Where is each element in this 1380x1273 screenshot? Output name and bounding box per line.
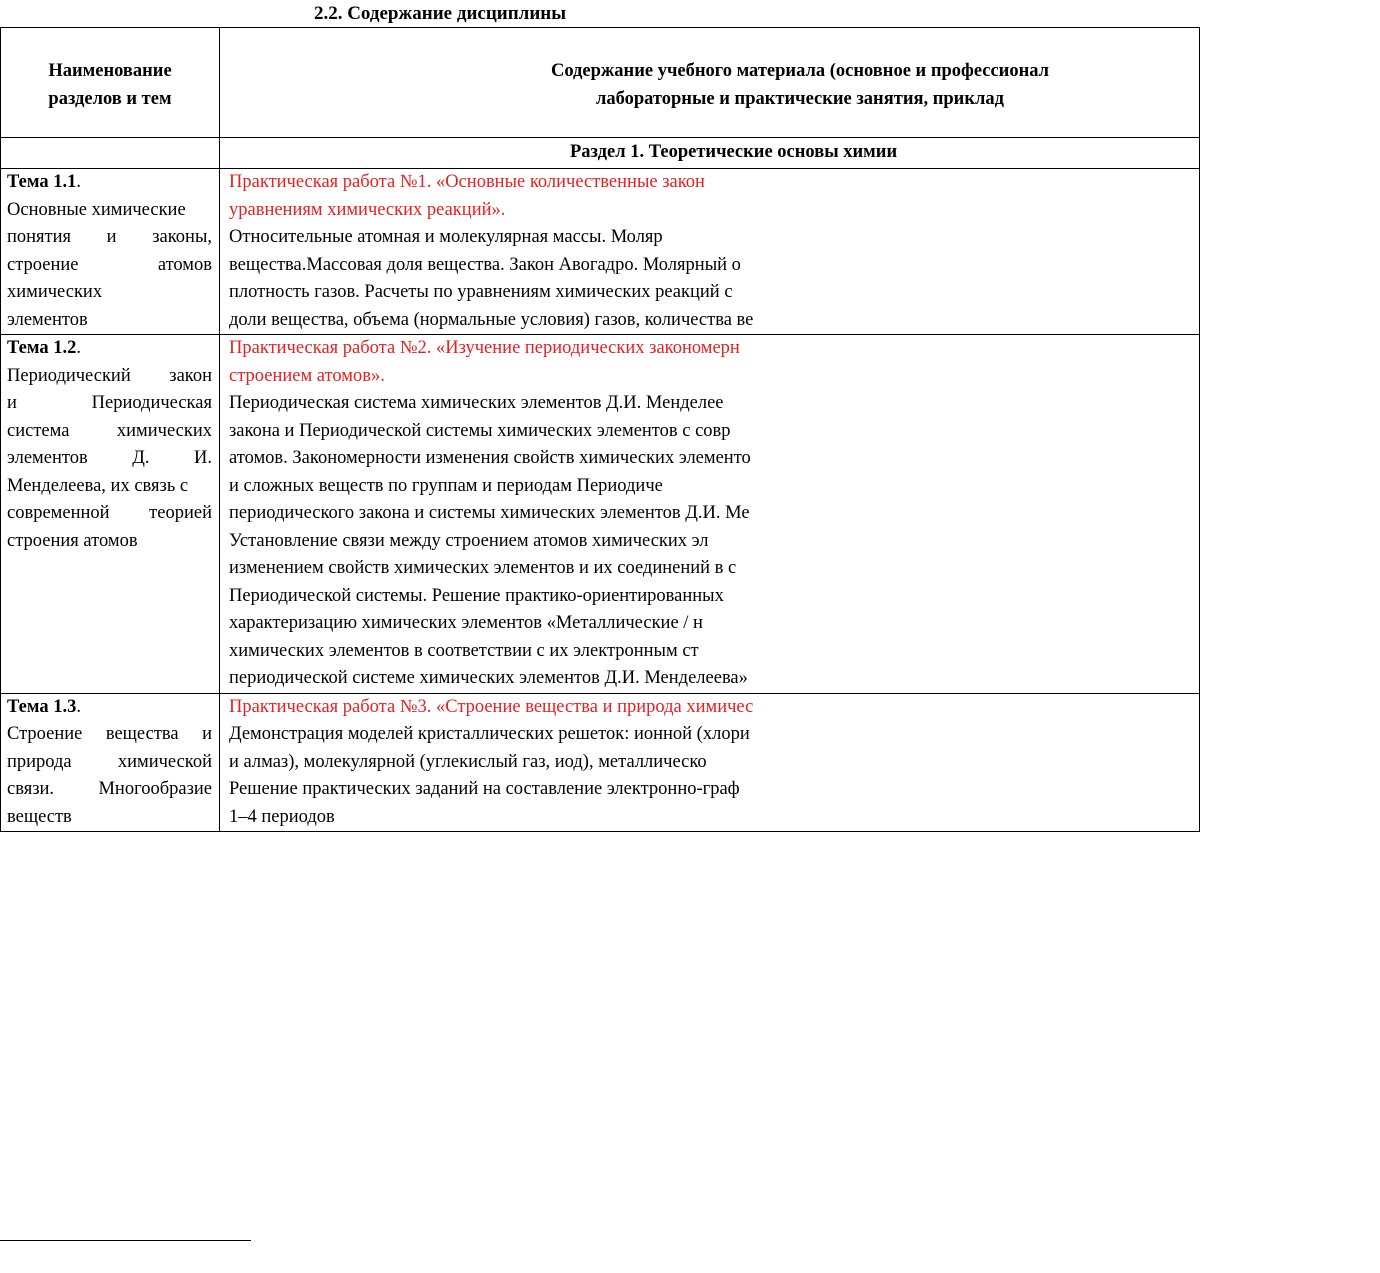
theme-line: Менделеева, их связь с: [7, 475, 189, 496]
practical-line: Практическая работа №2. «Изучение периодических закономерн: [229, 338, 740, 358]
theme-line: Периодический закон: [7, 365, 212, 386]
theme-line: Строение вещества и: [7, 724, 212, 744]
theme-line: веществ: [7, 806, 72, 827]
theme-line: элементов: [7, 309, 88, 330]
content-line: 1–4 периодов: [229, 806, 335, 827]
content-cell: [220, 335, 1200, 694]
content-cell: [220, 169, 1200, 335]
section-empty-cell: [1, 138, 220, 169]
theme-line: строение атомов: [7, 254, 212, 275]
theme-cell: Тема 1.3. Строение вещества и природа химической связи. Многообразие веществ: [1, 693, 220, 832]
content-line: плотность газов. Расчеты по уравнениям химических реакций с: [229, 282, 733, 302]
theme-label: Тема 1.1: [7, 172, 77, 192]
content-line: Установление связи между строением атомов химических эл: [229, 530, 709, 551]
theme-cell: Тема 1.1. Основные химические понятия и законы, строение атомов химических элементов: [1, 169, 220, 335]
theme-line: химических: [7, 282, 103, 302]
theme-cell: Тема 1.2. Периодический закон и Периодическая система химических элементов Д. И. Менделеева, их связь с современной теорией строения атомов: [1, 335, 220, 694]
header-themes-label: Наименование разделов и тем: [48, 61, 172, 109]
table-header-row: [1, 28, 1200, 138]
content-line: и алмаз), молекулярной (углекислый газ, иод), металлическо: [229, 751, 707, 772]
section-title: Раздел 1. Теоретические основы химии: [220, 138, 1200, 169]
content-line: периодической системе химических элементов Д.И. Менделеева»: [229, 668, 748, 688]
theme-line: строения атомов: [7, 530, 138, 551]
section-row: [1, 138, 1200, 169]
content-line: атомов. Закономерности изменения свойств химических элементо: [229, 448, 751, 468]
content-line: Относительные атомная и молекулярная массы. Моляр: [229, 227, 663, 247]
header-content-cell: [220, 28, 1200, 138]
content-line: Демонстрация моделей кристаллических решеток: ионной (хлори: [229, 724, 750, 744]
theme-line: природа химической: [7, 751, 212, 772]
page-title: 2.2. Содержание дисциплины: [313, 3, 567, 24]
footnote-separator: [0, 1240, 251, 1241]
content-line: закона и Периодической системы химических элементов с совр: [229, 420, 731, 441]
table-row: [1, 169, 1200, 335]
content-cell: [220, 693, 1200, 832]
content-line: периодического закона и системы химических элементов Д.И. Ме: [229, 503, 750, 523]
theme-line: элементов Д. И.: [7, 448, 212, 468]
theme-line: современной теорией: [7, 503, 212, 523]
content-line: характеризацию химических элементов «Металлические / н: [229, 613, 703, 633]
header-themes-cell: [1, 28, 220, 138]
theme-line: система химических: [7, 420, 212, 441]
practical-line: уравнениям химических реакций».: [229, 199, 506, 220]
practical-line: Практическая работа №3. «Строение вещества и природа химичес: [229, 696, 754, 717]
content-line: изменением свойств химических элементов и их соединений в с: [229, 558, 737, 578]
discipline-content-table: [0, 27, 1200, 832]
content-line: вещества.Массовая доля вещества. Закон Авогадро. Молярный о: [229, 254, 741, 275]
content-line: Периодическая система химических элементов Д.И. Менделее: [229, 393, 724, 413]
table-row: [1, 693, 1200, 832]
header-content-line-1: Содержание учебного материала (основное и профессионал: [550, 61, 1050, 81]
theme-line: связи. Многообразие: [7, 779, 212, 799]
theme-line: и Периодическая: [7, 393, 212, 413]
theme-label: Тема 1.3: [7, 696, 77, 717]
header-content-line-2: лабораторные и практические занятия, приклад: [595, 89, 1004, 109]
content-line: Периодической системы. Решение практико-ориентированных: [229, 585, 724, 606]
theme-line: понятия и законы,: [7, 227, 212, 247]
practical-line: строением атомов».: [229, 365, 385, 386]
theme-label: Тема 1.2: [7, 338, 77, 358]
content-line: химических элементов в соответствии с их электронным ст: [229, 640, 699, 661]
content-line: и сложных веществ по группам и периодам Периодиче: [229, 475, 663, 496]
table-row: [1, 335, 1200, 694]
practical-line: Практическая работа №1. «Основные количественные закон: [229, 172, 705, 192]
theme-line: Основные химические: [7, 199, 186, 220]
content-line: доли вещества, объема (нормальные условия) газов, количества ве: [229, 309, 754, 330]
content-line: Решение практических заданий на составление электронно-граф: [229, 779, 740, 799]
